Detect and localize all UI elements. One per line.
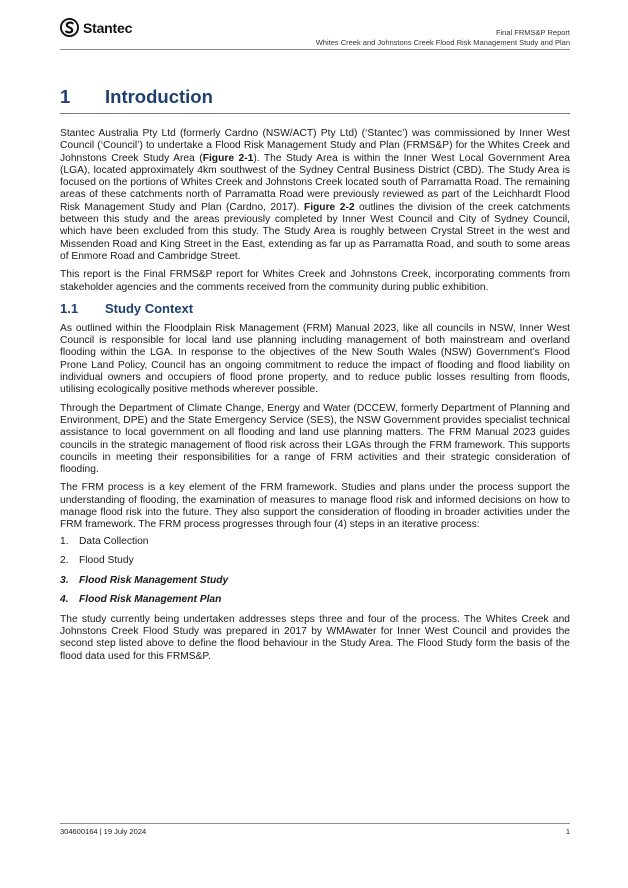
list-item-number: 4.	[60, 594, 69, 606]
context-paragraph: As outlined within the Floodplain Risk Management (FRM) Manual 2023, like all councils in NSW, Inner West Council is responsible for local land use planning including management of both mainstream and overland flooding within the LGA. In response to the objectives of the New South Wales (NSW) Government’s Flood Prone Land Policy, Council has an ongoing commitment to reduce the impact of flooding and flood liability on individual owners and occupiers of flood prone property, and to reduce public losses resulting from floods, utilising ecologically positive methods wherever possible.	[60, 322, 570, 396]
section-title: Introduction	[105, 86, 213, 107]
list-item-text: Flood Risk Management Plan	[79, 594, 222, 606]
page-footer	[60, 823, 570, 838]
list-item	[60, 536, 570, 556]
list-item	[60, 575, 570, 595]
list-item-number: 2.	[60, 555, 69, 567]
list-item-number: 1.	[60, 535, 69, 547]
frm-steps-list	[60, 536, 570, 614]
header-report-subtitle: Whites Creek and Johnstons Creek Flood Risk Management Study and Plan	[315, 38, 570, 47]
subsection-number: 1.1	[60, 300, 79, 316]
stantec-logo	[60, 18, 132, 37]
report-paragraph: This report is the Final FRMS&P report for Whites Creek and Johnstons Creek, incorporating comments from stakeholder agencies and the comments received from the community during public exhibition.	[60, 269, 570, 293]
section-heading-rule	[60, 113, 570, 114]
subsection-title: Study Context	[105, 300, 194, 316]
logo-text: Stantec	[83, 19, 133, 36]
intro-paragraph	[60, 128, 570, 263]
stantec-logo-icon	[60, 18, 79, 37]
page-header	[60, 18, 570, 58]
intro-text-part1: Stantec Australia Pty Ltd (formerly Cardno (NSW/ACT) Pty Ltd) (‘Stantec’) was commissioned by Inner West Council (‘Council’) to undertake a Flood Risk Management Study and Plan (FRMS&P) for the Whites Creek and Johnstons Creek Study Area (	[60, 128, 570, 164]
figure-2-1-reference: Figure 2-1	[202, 152, 254, 164]
intro-text-part2: ). The Study Area is within the Inner West Local Government Area (LGA), located approximately 4km southwest of the Sydney Central Business District (CBD). The Study Area is focused on the portions of Whites Creek and Johnstons Creek located south of Parramatta Road. The remaining areas of these catchments north of Parramatta Road were previously reviewed as part of the Leichhardt Flood Risk Management Study and Plan (Cardno, 2017).	[60, 152, 571, 213]
section-heading	[60, 86, 570, 112]
header-divider	[60, 49, 570, 50]
list-item-text: Flood Study	[79, 555, 134, 567]
footer-page-number: 1	[565, 827, 570, 836]
closing-paragraph: The study currently being undertaken addresses steps three and four of the process. The Whites Creek and Johnstons Creek Flood Study was prepared in 2017 by WMAwater for Inner West Council and provides the second step listed above to define the flood behaviour in the Study Area. The Flood Study form the basis of the flood data used for this FRMS&P.	[60, 613, 570, 662]
intro-text-part3: outlines the division of the creek catchments between this study and the areas previously completed by Inner West Council and City of Sydney Council, which have been excluded from this study. The Study Area is roughly between Crystal Street in the west and Missenden Road and King Street in the East, extending as far up as Parramatta Road, and south to some areas of Enmore Road and Cambridge Street.	[60, 201, 570, 262]
context-paragraph: Through the Department of Climate Change, Energy and Water (DCCEW, formerly Department of Planning and Environment, DPE) and the State Emergency Service (SES), the NSW Government provides specialist technical assistance to local government on all flooding and land use planning matters. The FRM Manual 2023 guides councils in the strategic management of flood risk across their LGAs through the FRM framework. This supports councils in meeting their responsibilities for a range of FRM activities and their strategic consideration of flooding.	[60, 402, 570, 476]
header-report-title: Final FRMS&P Report	[495, 28, 570, 37]
subsection-heading	[60, 300, 570, 322]
list-item	[60, 555, 570, 575]
list-item	[60, 594, 570, 614]
list-item-number: 3.	[60, 574, 69, 586]
figure-2-2-reference: Figure 2-2	[303, 201, 355, 213]
footer-doc-ref: 304600164 | 19 July 2024	[60, 827, 147, 836]
list-item-text: Data Collection	[79, 535, 149, 547]
header-report-info	[316, 28, 570, 48]
list-item-text: Flood Risk Management Study	[79, 574, 229, 586]
section-number: 1	[60, 86, 71, 107]
context-paragraph: The FRM process is a key element of the FRM framework. Studies and plans under the process support the understanding of flooding, the examination of measures to manage flood risk and informed decisions on how to manage flood risk into the future. They also support the consideration of flooding in broader activities under the FRM framework. The FRM process progresses through four (4) steps in an iterative process:	[60, 482, 570, 531]
page-body	[60, 128, 570, 669]
